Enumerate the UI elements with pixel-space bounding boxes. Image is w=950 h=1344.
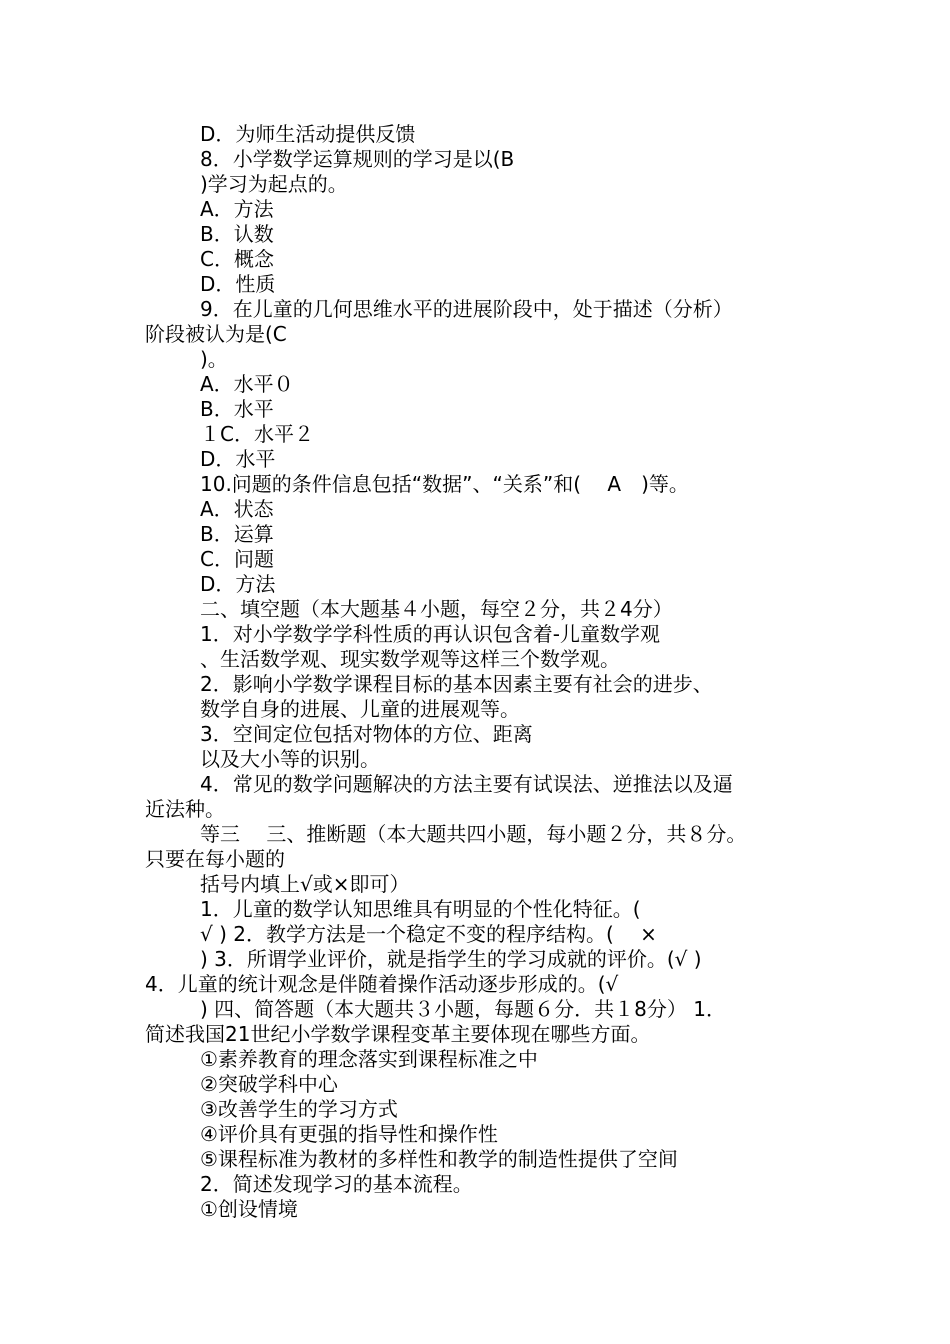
- question-line: 2．简述发现学习的基本流程。: [200, 1172, 473, 1196]
- judgement-line: 4．儿童的统计观念是伴随着操作活动逐步形成的。(√: [145, 972, 619, 996]
- question-line: 9．在儿童的几何思维水平的进展阶段中，处于描述（分析）: [200, 297, 733, 321]
- answer-line: 1．对小学数学学科性质的再认识包含着-儿童数学观: [200, 622, 660, 646]
- question-line: 阶段被认为是(C: [145, 322, 287, 346]
- option-line: １C．水平２: [200, 422, 314, 446]
- answer-line: 4．常见的数学问题解决的方法主要有试误法、逆推法以及逼: [200, 772, 733, 796]
- section-heading: 括号内填上√或×即可）: [200, 872, 410, 896]
- option-line: B．运算: [200, 522, 274, 546]
- option-line: A．状态: [200, 497, 274, 521]
- answer-item: ③改善学生的学习方式: [200, 1097, 398, 1121]
- answer-item: ①创设情境: [200, 1197, 298, 1221]
- question-line: )。: [200, 347, 228, 371]
- option-line: C．问题: [200, 547, 274, 571]
- answer-line: 3．空间定位包括对物体的方位、距离: [200, 722, 533, 746]
- section-heading: 只要在每小题的: [145, 847, 285, 871]
- option-line: D．水平: [200, 447, 276, 471]
- section-heading: 二、填空题（本大题基４小题，每空２分，共２4分）: [200, 597, 673, 621]
- option-line: A．方法: [200, 197, 274, 221]
- judgement-line: ) 3．所谓学业评价，就是指学生的学习成就的评价。(√ ): [200, 947, 702, 971]
- answer-item: ②突破学科中心: [200, 1072, 338, 1096]
- option-line: D．性质: [200, 272, 276, 296]
- answer-line: 近法种。: [145, 797, 225, 821]
- option-line: B．认数: [200, 222, 274, 246]
- judgement-line: √ ) 2．教学方法是一个稳定不变的程序结构。( ×: [200, 922, 657, 946]
- section-heading: 等三 三、推断题（本大题共四小题，每小题２分，共８分。: [200, 822, 747, 846]
- answer-item: ④评价具有更强的指导性和操作性: [200, 1122, 498, 1146]
- option-line: C．概念: [200, 247, 274, 271]
- question-line: )学习为起点的。: [200, 172, 348, 196]
- answer-line: 以及大小等的识别。: [200, 747, 380, 771]
- question-line: 简述我国21世纪小学数学课程变革主要体现在哪些方面。: [145, 1022, 651, 1046]
- section-heading: ) 四、简答题（本大题共３小题，每题６分．共１8分） 1．: [200, 997, 726, 1021]
- option-line: B．水平: [200, 397, 274, 421]
- answer-item: ⑤课程标准为教材的多样性和教学的制造性提供了空间: [200, 1147, 678, 1171]
- judgement-line: 1．儿童的数学认知思维具有明显的个性化特征。(: [200, 897, 641, 921]
- answer-line: 、生活数学观、现实数学观等这样三个数学观。: [200, 647, 620, 671]
- question-line: 8．小学数学运算规则的学习是以(B: [200, 147, 515, 171]
- option-line: D．为师生活动提供反馈: [200, 122, 416, 146]
- answer-line: 数学自身的进展、儿童的进展观等。: [200, 697, 520, 721]
- answer-item: ①素养教育的理念落实到课程标准之中: [200, 1047, 538, 1071]
- answer-line: 2．影响小学数学课程目标的基本因素主要有社会的进步、: [200, 672, 713, 696]
- option-line: D．方法: [200, 572, 276, 596]
- question-line: 10.问题的条件信息包括“数据”、“关系”和( A )等。: [200, 472, 689, 496]
- option-line: A．水平０: [200, 372, 294, 396]
